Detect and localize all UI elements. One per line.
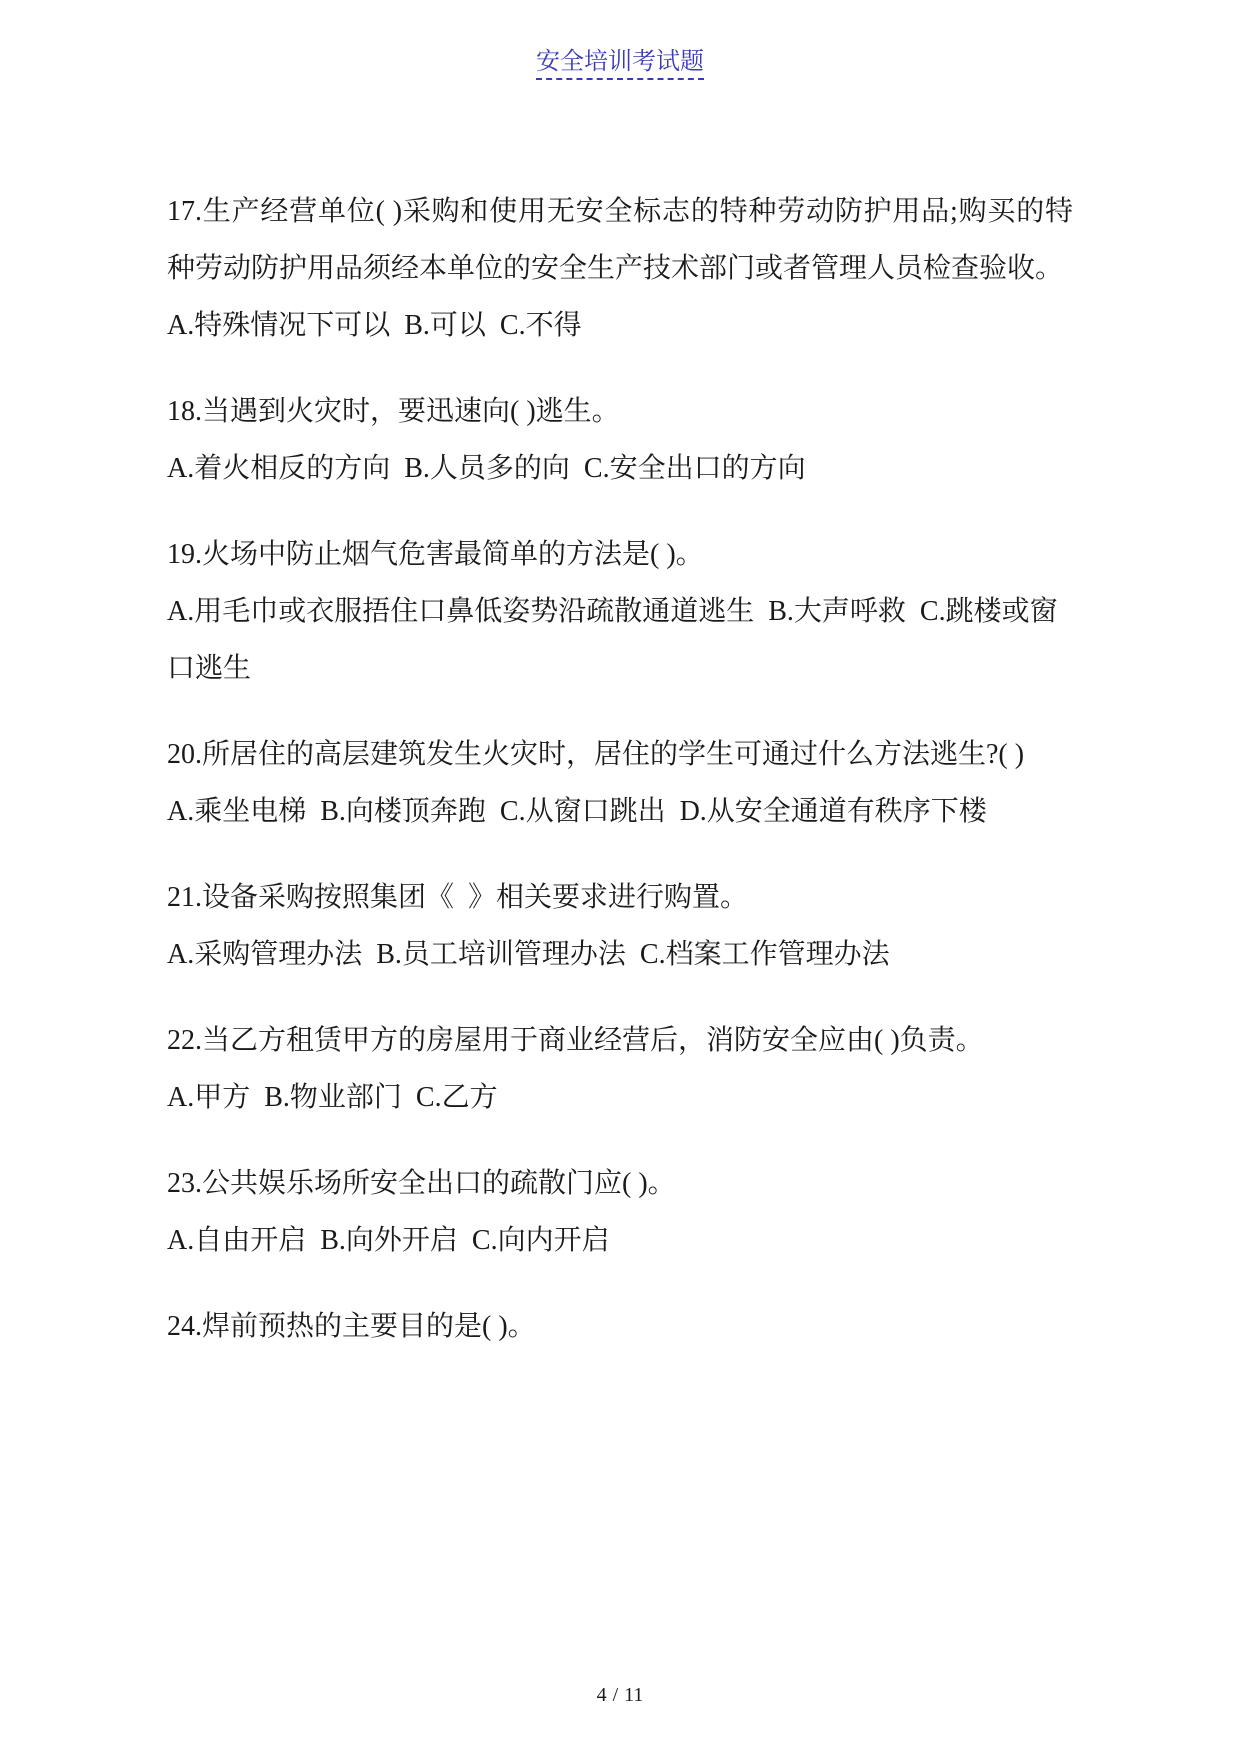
question-block-20	[167, 726, 1073, 840]
question-text: 17.生产经营单位( )采购和使用无安全标志的特种劳动防护用品;购买的特种劳动防护用品须经本单位的安全生产技术部门或者管理人员检查验收。	[167, 196, 1073, 284]
question-text: 22.当乙方租赁甲方的房屋用于商业经营后，消防安全应由( )负责。	[167, 1025, 984, 1056]
questions-list	[167, 183, 1073, 1355]
page-number-current: 4	[596, 1684, 607, 1706]
question-options: A.采购管理办法 B.员工培训管理办法 C.档案工作管理办法	[167, 939, 890, 970]
question-options: A.用毛巾或衣服捂住口鼻低姿势沿疏散通道逃生 B.大声呼救 C.跳楼或窗口逃生	[167, 596, 1058, 684]
question-text: 20.所居住的高层建筑发生火灾时，居住的学生可通过什么方法逃生?( )	[167, 739, 1025, 770]
question-text: 18.当遇到火灾时，要迅速向( )逃生。	[167, 396, 620, 427]
document-header	[167, 48, 1073, 80]
question-text: 23.公共娱乐场所安全出口的疏散门应( )。	[167, 1168, 676, 1199]
question-block-18	[167, 383, 1073, 497]
question-options: A.特殊情况下可以 B.可以 C.不得	[167, 310, 582, 341]
question-text: 24.焊前预热的主要目的是( )。	[167, 1311, 536, 1342]
question-options: A.自由开启 B.向外开启 C.向内开启	[167, 1225, 610, 1256]
question-options: A.着火相反的方向 B.人员多的向 C.安全出口的方向	[167, 453, 806, 484]
question-block-23	[167, 1155, 1073, 1269]
question-block-17	[167, 183, 1073, 354]
page-number-separator: /	[612, 1684, 619, 1706]
page-footer	[0, 1684, 1240, 1707]
question-block-22	[167, 1012, 1073, 1126]
question-text: 21.设备采购按照集团《 》相关要求进行购置。	[167, 882, 749, 913]
question-block-19	[167, 526, 1073, 697]
page-number-total: 11	[624, 1684, 644, 1706]
question-block-24	[167, 1298, 1073, 1355]
question-options: A.甲方 B.物业部门 C.乙方	[167, 1082, 498, 1113]
question-block-21	[167, 869, 1073, 983]
document-title-link[interactable]: 安全培训考试题	[536, 48, 704, 80]
question-text: 19.火场中防止烟气危害最简单的方法是( )。	[167, 539, 704, 570]
question-options: A.乘坐电梯 B.向楼顶奔跑 C.从窗口跳出 D.从安全通道有秩序下楼	[167, 796, 987, 827]
